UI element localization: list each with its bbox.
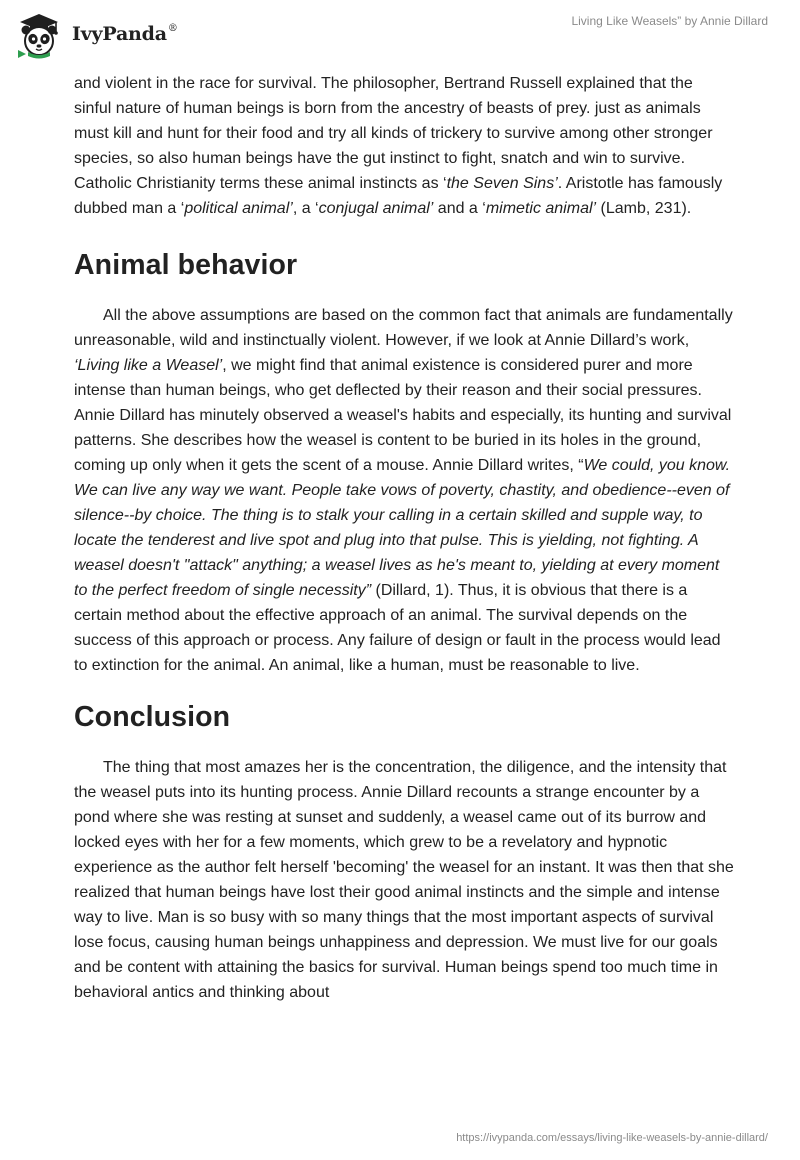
source-url[interactable]: https://ivypanda.com/essays/living-like-weasels-by-annie-dillard/ <box>456 1132 768 1144</box>
document-title: Living Like Weasels” by Annie Dillard <box>571 14 768 28</box>
heading-animal-behavior: Animal behavior <box>74 249 298 281</box>
brand-name: IvyPanda® <box>72 23 178 45</box>
intro-paragraph: and violent in the race for survival. The philosopher, Bertrand Russell explained that the sinful nature of human beings is born from the ancestry of beasts of prey. just as animals must kill and hunt for their food and try all kinds of trickery to survive among other stronger species, so also human beings have the gut instinct to fight, snatch and win to survive. Catholic Christianity terms these animal instincts as ‘the Seven Sins’. Aristotle has famously dubbed man a ‘political animal’, a ‘conjugal animal’ and a ‘mimetic animal’ (Lamb, 231). <box>74 75 723 217</box>
essay-body <box>74 71 734 1005</box>
registered-mark: ® <box>167 23 178 34</box>
panda-graduate-icon <box>14 8 64 60</box>
brand-logo[interactable] <box>14 8 178 60</box>
conclusion-paragraph: The thing that most amazes her is the concentration, the diligence, and the intensity that the weasel puts into its hunting process. Annie Dillard recounts a strange encounter by a pond where she was resting at sunset and suddenly, a weasel came out of its burrow and locked eyes with her for a few moments, which grew to be a revelatory and hypnotic experience as the author felt herself 'becoming' the weasel for an instant. It was then that she realized that human beings have lost their good animal instincts and the simple and intense way to live. Man is so busy with so many things that the most important aspects of survival lose focus, causing human beings unhappiness and depression. We must live for our goals and be content with attaining the basics for survival. Human beings spend too much time in behavioral antics and thinking about <box>74 759 734 1001</box>
page-header <box>0 0 800 70</box>
animal-behavior-paragraph: All the above assumptions are based on the common fact that animals are fundamentally unreasonable, wild and instinctually violent. However, if we look at Annie Dillard’s work, ‘Living like a Weasel’, we might find that animal existence is considered purer and more intense than human beings, who get deflected by their reason and their social pressures. Annie Dillard has minutely observed a weasel's habits and especially, its hunting and survival patterns. She describes how the weasel is content to be buried in its holes in the ground, coming up only when it gets the scent of a mouse. Annie Dillard writes, “We could, you know. We can live any way we want. People take vows of poverty, chastity, and obedience--even of silence--by choice. The thing is to stalk your calling in a certain skilled and supple way, to locate the tenderest and live spot and plug into that pulse. This is yielding, not fighting. A weasel doesn't "attack" anything; a weasel lives as he's meant to, yielding at every moment to the perfect freedom of single necessity” (Dillard, 1). Thus, it is obvious that there is a certain method about the effective approach of an animal. The survival depends on the success of this approach or process. Any failure of design or fault in the process would lead to extinction for the animal. An animal, like a human, must be reasonable to live. <box>74 307 733 674</box>
heading-conclusion: Conclusion <box>74 701 231 733</box>
